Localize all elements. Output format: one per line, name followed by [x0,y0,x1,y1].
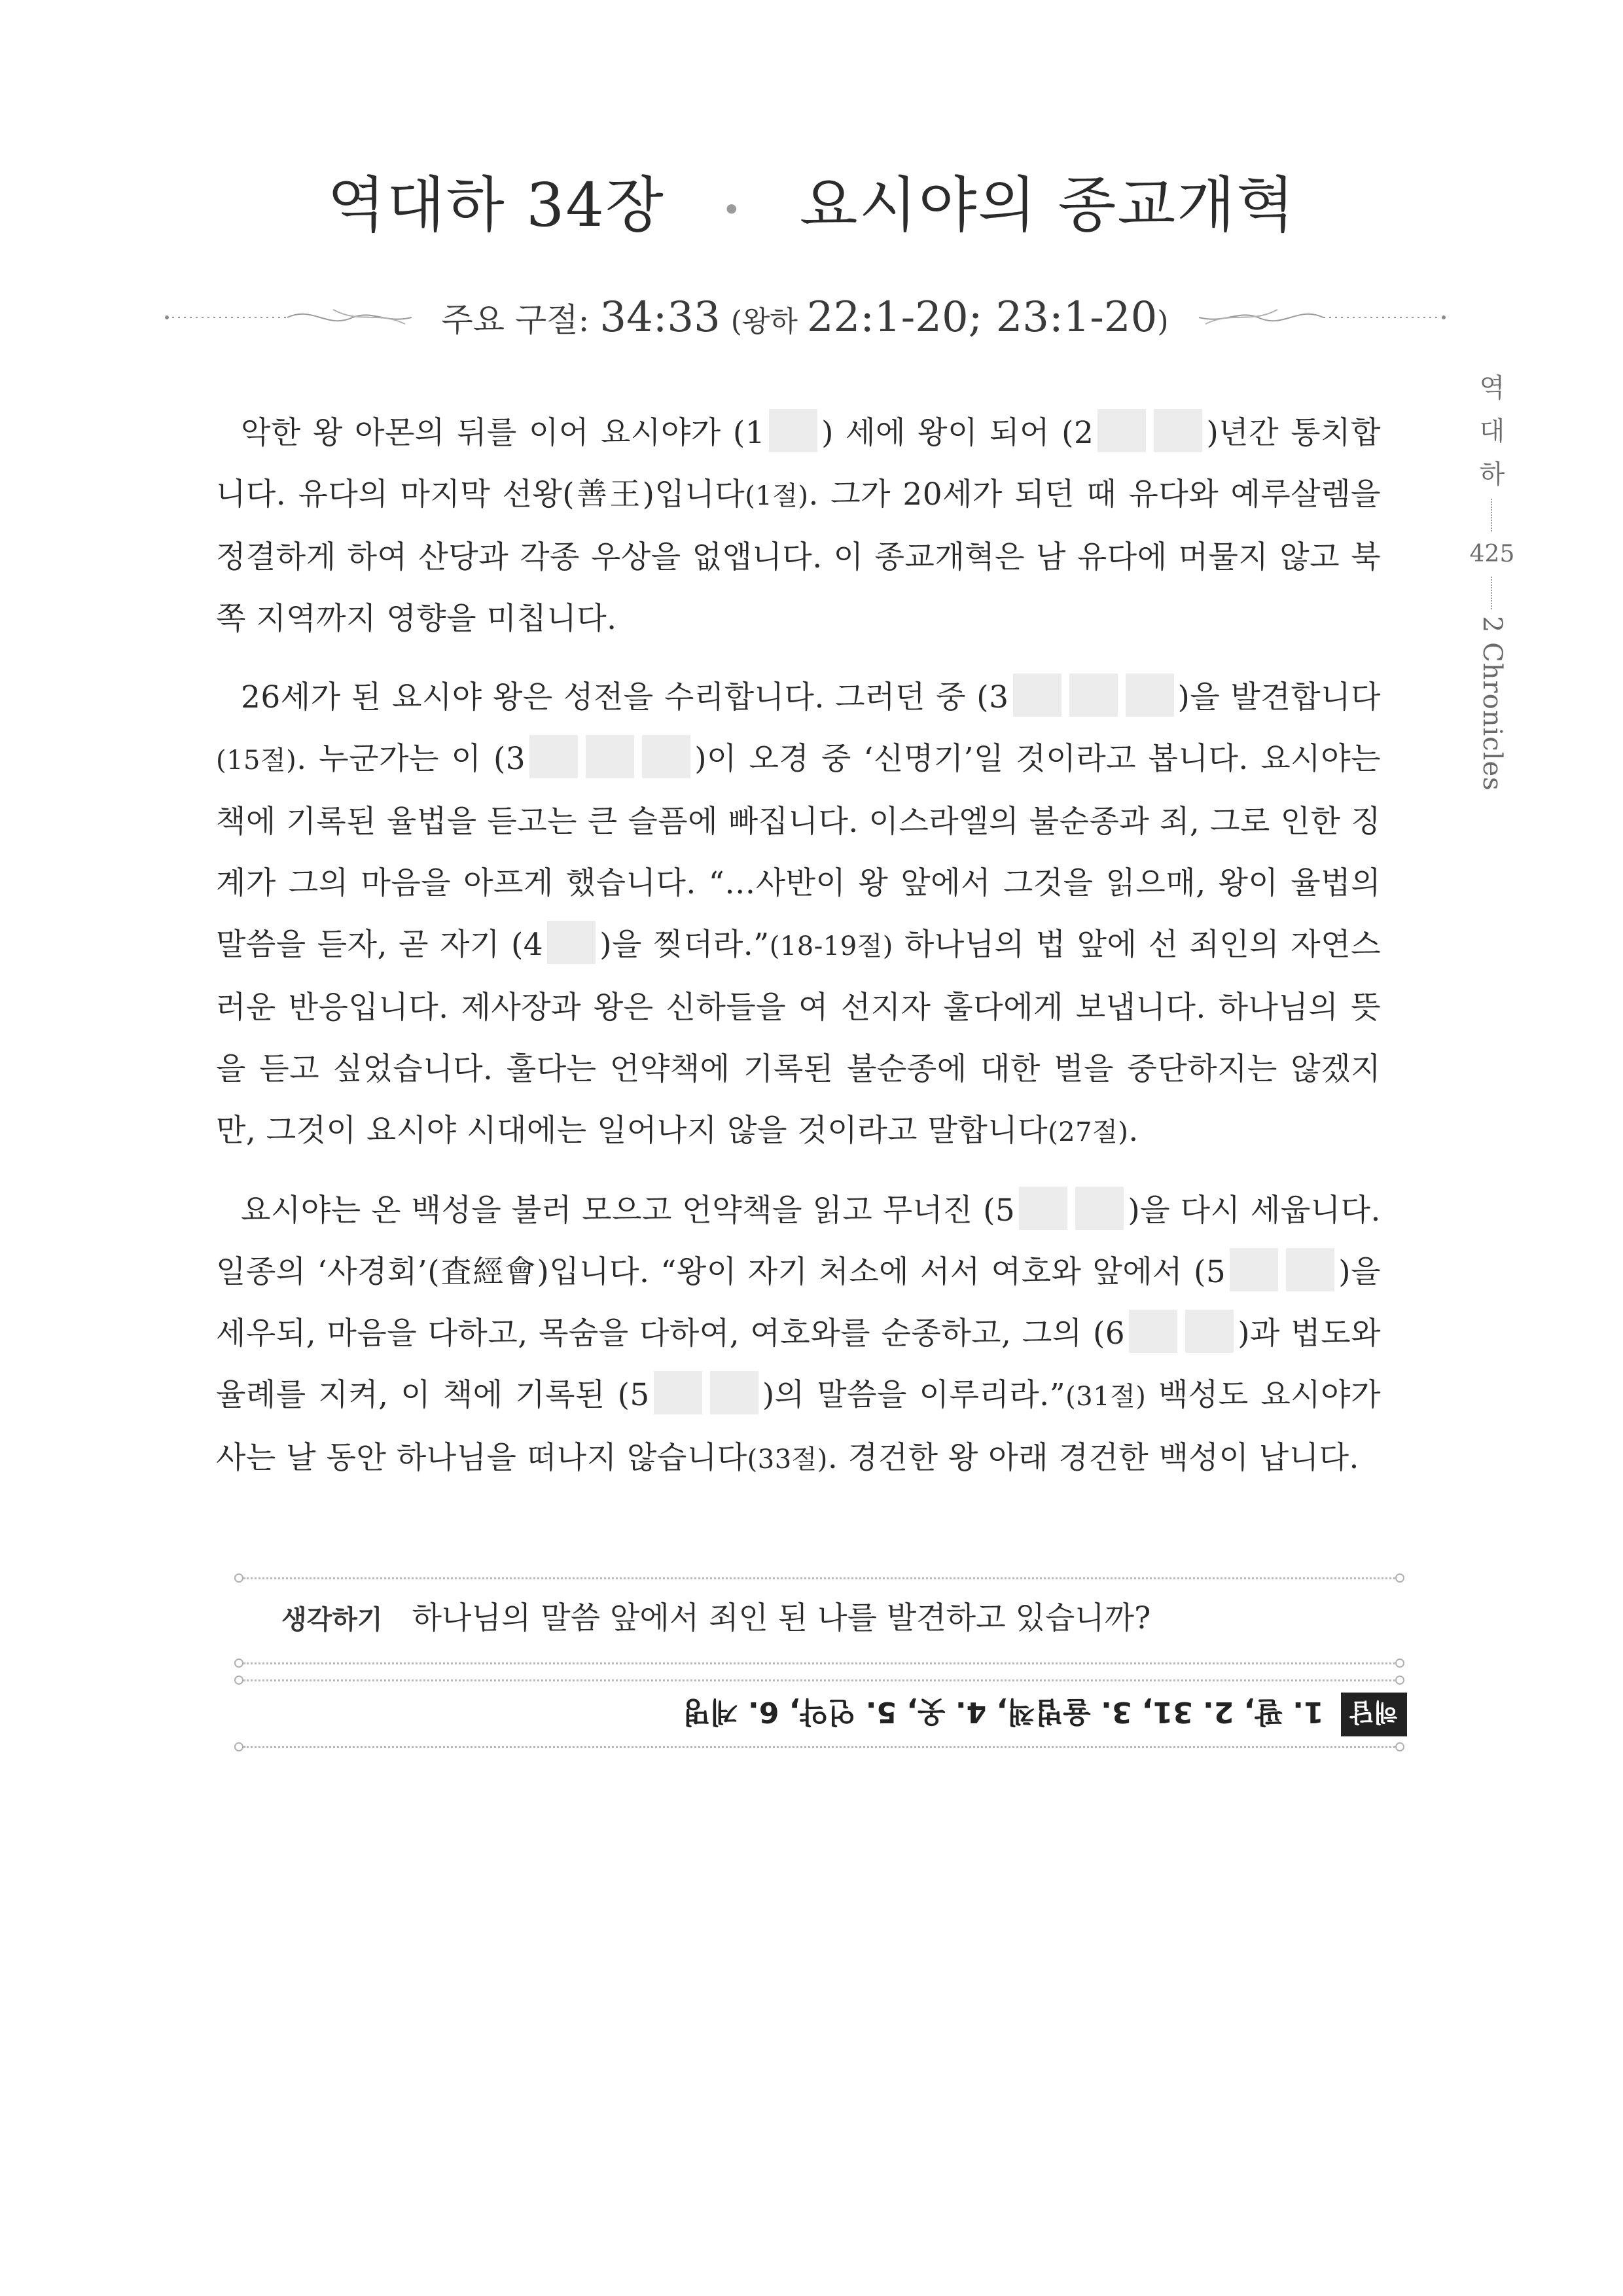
dotted-rule [243,1577,1395,1579]
answer-blank [1126,673,1174,717]
side-char-2: 대 [1479,416,1505,446]
think-question-text: 하나님의 말씀 앞에서 죄인 된 나를 발견하고 있습니까? [412,1600,1151,1636]
text-run: 하나님의 법 앞에 선 죄인의 자연스러운 반응입니다. 제사장과 왕은 신하들을 여 선지자 훌다에게 보냅니다. 하나님의 뜻을 듣고 싶었습니다. 훌다는 언약책에 기록된 불순종에 대한 벌을 중단하지는 않겠지만, 그것이 요시야 시대에는 일어나지 않을 것이라고 말합니다 [216,927,1381,1149]
body-text [216,403,1381,1507]
side-divider [1491,577,1493,609]
chapter-topic: 요시야의 종교개혁 [799,170,1296,240]
answer-key [628,1685,1407,1744]
text-run: )의 말씀을 이루리라.” [762,1377,1066,1413]
page-number: 425 [1469,541,1515,567]
answer-blank [654,1371,702,1414]
dotted-rule [243,1662,1395,1664]
text-run: ) 세에 왕이 되어 (2 [821,415,1094,451]
key-verse-text [442,293,1169,342]
verse-ref: (27절) [1048,1117,1129,1147]
answer-blank [769,409,817,452]
text-run: . 누군가는 이 (3 [296,741,526,777]
text-run: 백성도 요시야가 사는 날 동안 하나님을 떠나지 않습니다 [216,1377,1381,1476]
text-run: )을 발견합니다 [1177,679,1381,715]
text-run: 악한 왕 아몬의 뒤를 이어 요시야가 (1 [241,415,766,451]
text-run: )을 세우되, 마음을 다하고, 목숨을 다하여, 여호와를 순종하고, 그의 (6 [216,1254,1381,1352]
answer-blank [547,921,596,964]
key-verse-ref: 34:33 [599,293,721,342]
key-verse-label: 주요 구절: [441,301,590,339]
answer-blank [586,735,634,778]
answer-blank [710,1371,758,1414]
parallel-ref: 22:1-20; 23:1-20 [806,293,1158,342]
side-section-marker [1466,367,1518,791]
answer-blank [1013,673,1061,717]
answer-blank [1154,409,1202,452]
text-run: )을 찢더라.” [599,927,770,963]
answer-blank [1097,409,1146,452]
answer-blank [1230,1248,1278,1291]
answer-blank [1019,1187,1067,1230]
chapter-number: 역대하 34장 [327,170,665,240]
paragraph-1 [216,403,1381,650]
dotted-rule [243,1679,1395,1681]
answer-blank [1286,1248,1334,1291]
paragraph-2 [216,667,1381,1163]
verse-ref: (31절) [1065,1382,1147,1412]
answer-blank [1129,1310,1177,1353]
parallel-open: (왕하 [730,305,807,338]
parallel-close: ) [1157,305,1169,338]
text-run: )이 오경 중 ‘신명기’일 것이라고 봅니다. 요시야는 책에 기록된 율법을 듣고는 큰 슬픔에 빠집니다. 이스라엘의 불순종과 죄, 그로 인한 징계가 그의 마음을 아프게 했습니다. “…사반이 왕 앞에서 그것을 읽으매, 왕이 율법의 말씀을 듣자, 곧 자기 (4 [216,741,1382,963]
text-run: . 경건한 왕 아래 경건한 백성이 납니다. [827,1440,1359,1476]
verse-ref: (15절) [216,745,297,776]
think-label: 생각하기 [281,1605,383,1635]
title-separator: • [722,191,743,230]
text-run: 26세가 된 요시야 왕은 성전을 수리합니다. 그러던 중 (3 [241,679,1009,715]
text-run: )과 법도와 율례를 지켜, 이 책에 기록된 (5 [216,1316,1381,1413]
right-ornament-icon [1186,304,1448,331]
verse-ref: (1절) [745,481,809,511]
paragraph-3 [216,1180,1381,1490]
verse-ref: (18-19절) [769,931,893,961]
side-divider [1491,499,1493,531]
dotted-rule [243,1746,1395,1748]
key-verse-line [216,288,1394,347]
text-run: . 그가 20세가 되던 때 유다와 예루살렘을 정결하게 하여 산당과 각종 우상을 없앱니다. 이 종교개혁은 남 유다에 머물지 않고 북쪽 지역까지 영향을 미칩니다. [216,476,1381,637]
side-char-1: 역 [1479,373,1505,403]
text-run: . [1128,1113,1139,1149]
think-question [281,1594,1355,1638]
book-name-english: 2 Chronicles [1477,616,1507,791]
text-run: )년간 통치합니다. 유다의 마지막 선왕(善王)입니다 [216,415,1381,512]
text-run: )을 다시 세웁니다. 일종의 ‘사경회’(査經會)입니다. “왕이 자기 처소에 서서 여호와 앞에서 (5 [216,1193,1381,1290]
answer-label: 해답 [1341,1693,1407,1737]
answer-blank [1069,673,1118,717]
answer-blank [1185,1310,1234,1353]
side-char-3: 하 [1479,459,1505,490]
answer-text: 1. 팔, 2. 31, 3. 율법책, 4. 옷, 5. 언약, 6. 계명 [682,1695,1324,1729]
answer-blank [1075,1187,1124,1230]
answer-blank [529,735,578,778]
chapter-title [0,157,1623,243]
left-ornament-icon [163,304,425,331]
answer-blank [642,735,690,778]
text-run: 요시야는 온 백성을 불러 모으고 언약책을 읽고 무너진 (5 [241,1193,1016,1229]
verse-ref: (33절) [747,1444,828,1475]
